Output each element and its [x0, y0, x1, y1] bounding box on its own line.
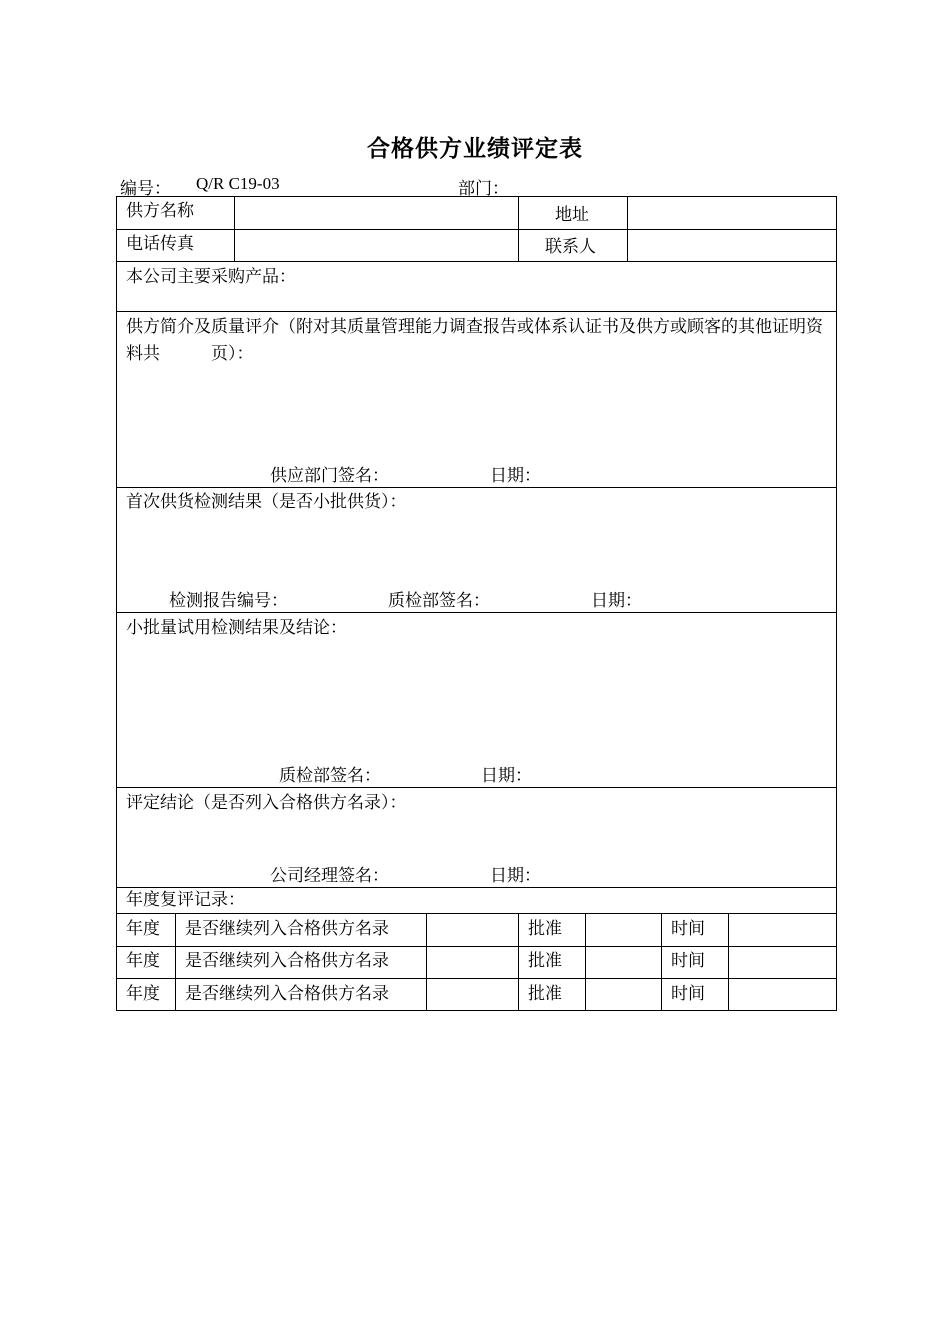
row-divider — [116, 887, 837, 888]
col-divider — [585, 913, 586, 1011]
annual-time-label: 时间 — [671, 951, 705, 971]
test-report-no-label: 检测报告编号： — [169, 591, 288, 611]
annual-year-label: 年度 — [126, 984, 160, 1004]
col-divider — [175, 913, 176, 1011]
annual-review-label: 年度复评记录： — [126, 890, 245, 910]
col-divider — [426, 913, 427, 1011]
supplier-intro-label: 供方简介及质量评介（附对其质量管理能力调查报告或体系认证书及供方或顾客的其他证明资料共 页）： — [126, 317, 823, 364]
col-divider — [518, 196, 519, 261]
date-label: 日期： — [490, 466, 541, 486]
col-divider — [728, 913, 729, 1011]
date-label: 日期： — [591, 591, 642, 611]
code-label: 编号： — [120, 179, 171, 199]
annual-continue-label: 是否继续列入合格供方名录 — [185, 951, 389, 971]
annual-approve-label: 批准 — [528, 919, 562, 939]
annual-year-label: 年度 — [126, 919, 160, 939]
row-divider — [116, 487, 837, 488]
trial-result-label: 小批量试用检测结果及结论： — [126, 618, 347, 638]
row-divider — [116, 787, 837, 788]
form-title: 合格供方业绩评定表 — [367, 135, 583, 162]
row-divider — [116, 229, 837, 230]
dept-label: 部门： — [458, 179, 509, 199]
contact-label: 联系人 — [545, 237, 596, 257]
date-label: 日期： — [481, 766, 532, 786]
main-products-label: 本公司主要采购产品： — [126, 267, 296, 287]
supply-dept-sign-label: 供应部门签名： — [270, 466, 389, 486]
date-label: 日期： — [490, 866, 541, 886]
annual-continue-label: 是否继续列入合格供方名录 — [185, 984, 389, 1004]
annual-approve-label: 批准 — [528, 984, 562, 1004]
annual-year-label: 年度 — [126, 951, 160, 971]
qc-dept-sign-label: 质检部签名： — [388, 591, 490, 611]
qc-dept-sign-label: 质检部签名： — [279, 766, 381, 786]
annual-approve-label: 批准 — [528, 951, 562, 971]
col-divider — [234, 196, 235, 261]
phone-fax-label: 电话传真 — [126, 234, 194, 254]
code-value: Q/R C19-03 — [196, 174, 280, 193]
address-label: 地址 — [555, 205, 589, 225]
supplier-name-label: 供方名称 — [126, 201, 194, 221]
first-supply-label: 首次供货检测结果（是否小批供货）： — [126, 492, 407, 512]
row-divider — [116, 261, 837, 262]
conclusion-label: 评定结论（是否列入合格供方名录）： — [126, 793, 407, 813]
annual-time-label: 时间 — [671, 984, 705, 1004]
col-divider — [518, 913, 519, 1011]
row-divider — [116, 311, 837, 312]
col-divider — [627, 196, 628, 261]
annual-time-label: 时间 — [671, 919, 705, 939]
row-divider — [116, 612, 837, 613]
annual-continue-label: 是否继续列入合格供方名录 — [185, 919, 389, 939]
col-divider — [661, 913, 662, 1011]
manager-sign-label: 公司经理签名： — [270, 866, 389, 886]
